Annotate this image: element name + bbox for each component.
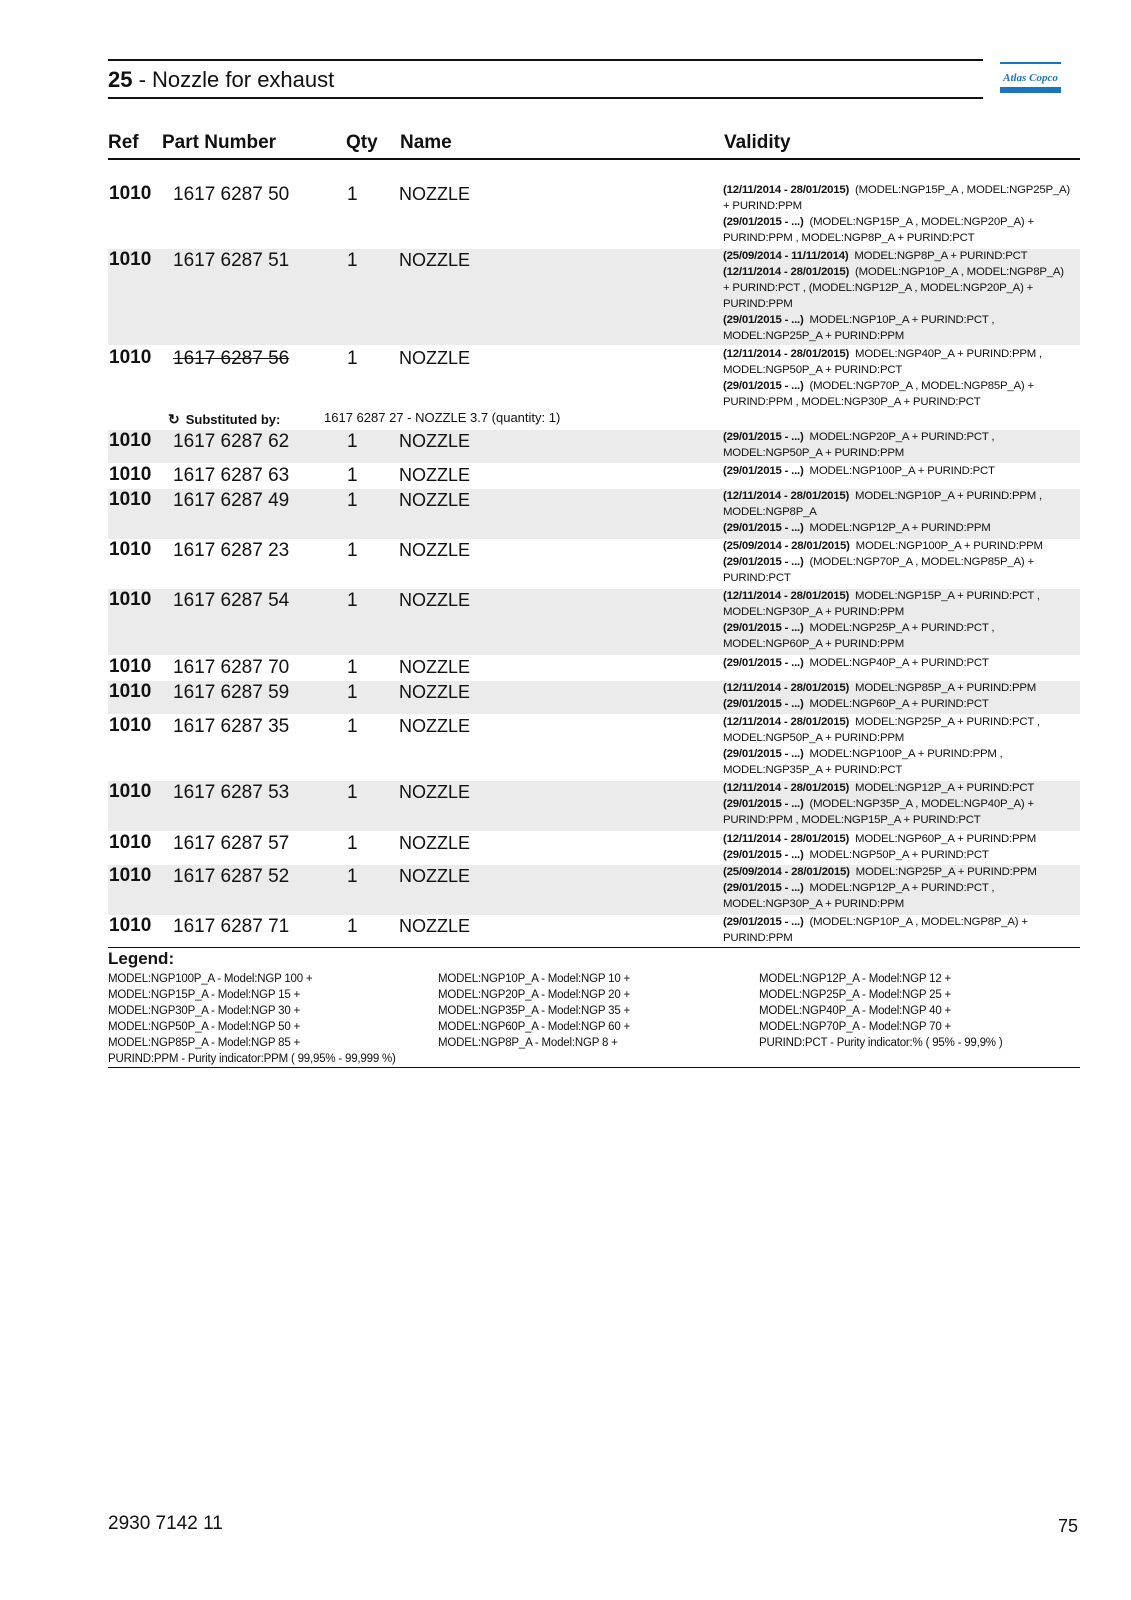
validity-date: (25/09/2014 - 28/01/2015) xyxy=(723,866,850,878)
validity-text: MODEL:NGP10P_A + PURIND:PCT , xyxy=(803,314,995,326)
validity-date: (29/01/2015 - ...) xyxy=(723,314,804,326)
validity-cell xyxy=(723,655,1080,671)
table-row xyxy=(108,589,1080,655)
validity-line xyxy=(723,264,1080,280)
legend-entry: MODEL:NGP50P_A - Model:NGP 50 + xyxy=(108,1021,301,1033)
validity-date: (29/01/2015 - ...) xyxy=(723,216,804,228)
validity-text: MODEL:NGP25P_A + PURIND:PPM xyxy=(723,330,905,342)
validity-cell xyxy=(723,831,1080,863)
legend-column-3 xyxy=(759,971,1002,1051)
validity-text: MODEL:NGP12P_A + PURIND:PCT , xyxy=(803,882,995,894)
validity-date: (12/11/2014 - 28/01/2015) xyxy=(723,490,850,502)
validity-text: MODEL:NGP60P_A + PURIND:PPM xyxy=(723,638,905,650)
qty-cell: 1 xyxy=(347,184,358,205)
validity-line xyxy=(723,248,1080,264)
ref-cell: 1010 xyxy=(109,183,152,204)
validity-date: (12/11/2014 - 28/01/2015) xyxy=(723,833,850,845)
validity-text: PURIND:PPM xyxy=(723,932,793,944)
validity-date: (12/11/2014 - 28/01/2015) xyxy=(723,716,850,728)
ref-cell: 1010 xyxy=(109,589,152,610)
qty-cell: 1 xyxy=(347,716,358,737)
legend-entry: MODEL:NGP8P_A - Model:NGP 8 + xyxy=(438,1037,618,1049)
validity-text: + PURIND:PCT , (MODEL:NGP12P_A , MODEL:NGP20P_A) + xyxy=(723,282,1034,294)
validity-cell xyxy=(723,588,1080,652)
validity-text: MODEL:NGP40P_A + PURIND:PCT xyxy=(803,657,989,669)
validity-text: MODEL:NGP15P_A + PURIND:PCT , xyxy=(849,590,1040,602)
validity-date: (29/01/2015 - ...) xyxy=(723,798,804,810)
substitution-text: 1617 6287 27 - NOZZLE 3.7 (quantity: 1) xyxy=(324,410,561,425)
ref-cell: 1010 xyxy=(109,464,152,485)
validity-line xyxy=(723,328,1080,344)
legend-entry: MODEL:NGP12P_A - Model:NGP 12 + xyxy=(759,973,952,985)
validity-text: (MODEL:NGP10P_A , MODEL:NGP8P_A) + xyxy=(803,916,1028,928)
validity-text: MODEL:NGP12P_A + PURIND:PPM xyxy=(803,522,991,534)
part-number-cell: 1617 6287 49 xyxy=(173,490,290,511)
qty-cell: 1 xyxy=(347,250,358,271)
validity-line xyxy=(723,570,1080,586)
validity-cell xyxy=(723,346,1080,410)
table-row xyxy=(108,430,1080,463)
table-row xyxy=(108,865,1080,915)
validity-line xyxy=(723,696,1080,712)
table-row xyxy=(108,715,1080,780)
validity-text: MODEL:NGP100P_A + PURIND:PPM xyxy=(849,540,1043,552)
qty-cell: 1 xyxy=(347,916,358,937)
validity-text: + PURIND:PPM xyxy=(723,200,802,212)
ref-cell: 1010 xyxy=(109,681,152,702)
ref-cell: 1010 xyxy=(109,832,152,853)
legend-entry: MODEL:NGP25P_A - Model:NGP 25 + xyxy=(759,989,952,1001)
validity-cell xyxy=(723,914,1080,946)
validity-line xyxy=(723,880,1080,896)
name-cell: NOZZLE xyxy=(399,348,471,368)
page-title xyxy=(108,67,334,93)
legend-entry: MODEL:NGP15P_A - Model:NGP 15 + xyxy=(108,989,301,1001)
legend-entry: MODEL:NGP30P_A - Model:NGP 30 + xyxy=(108,1005,301,1017)
table-row xyxy=(108,656,1080,680)
part-number-cell: 1617 6287 53 xyxy=(173,782,290,803)
page-number: 75 xyxy=(1058,1516,1079,1536)
validity-line xyxy=(723,780,1080,796)
validity-line xyxy=(723,504,1080,520)
legend-entry: MODEL:NGP60P_A - Model:NGP 60 + xyxy=(438,1021,631,1033)
column-header-qty: Qty xyxy=(346,132,378,153)
legend-entry: MODEL:NGP20P_A - Model:NGP 20 + xyxy=(438,989,631,1001)
title-separator: - xyxy=(132,67,153,92)
validity-line xyxy=(723,488,1080,504)
validity-date: (25/09/2014 - 11/11/2014) xyxy=(723,250,849,262)
ref-cell: 1010 xyxy=(109,347,152,368)
validity-line xyxy=(723,914,1080,930)
ref-cell: 1010 xyxy=(109,715,152,736)
validity-line xyxy=(723,378,1080,394)
validity-date: (29/01/2015 - ...) xyxy=(723,657,804,669)
validity-line xyxy=(723,588,1080,604)
legend-entry: PURIND:PCT - Purity indicator:% ( 95% - 99,9% ) xyxy=(759,1037,1003,1049)
qty-cell: 1 xyxy=(347,657,358,678)
legend-column-2 xyxy=(438,971,630,1051)
validity-cell xyxy=(723,714,1080,778)
document-number: 2930 7142 11 xyxy=(108,1513,223,1534)
validity-line xyxy=(723,620,1080,636)
validity-cell xyxy=(723,680,1080,712)
table-row xyxy=(108,681,1080,714)
name-cell: NOZZLE xyxy=(399,782,471,802)
qty-cell: 1 xyxy=(347,431,358,452)
logo-text: Atlas Copco xyxy=(1003,72,1058,84)
ref-cell: 1010 xyxy=(109,915,152,936)
legend-entry: MODEL:NGP100P_A - Model:NGP 100 + xyxy=(108,973,313,985)
validity-line xyxy=(723,230,1080,246)
ref-cell: 1010 xyxy=(109,865,152,886)
validity-line xyxy=(723,896,1080,912)
table-row xyxy=(108,489,1080,539)
validity-text: MODEL:NGP10P_A + PURIND:PPM , xyxy=(849,490,1042,502)
validity-line xyxy=(723,198,1080,214)
validity-date: (12/11/2014 - 28/01/2015) xyxy=(723,682,850,694)
validity-text: PURIND:PPM xyxy=(723,298,793,310)
name-cell: NOZZLE xyxy=(399,657,471,677)
name-cell: NOZZLE xyxy=(399,184,471,204)
validity-text: MODEL:NGP60P_A + PURIND:PCT xyxy=(803,698,989,710)
validity-line xyxy=(723,730,1080,746)
validity-text: MODEL:NGP50P_A + PURIND:PPM xyxy=(723,732,905,744)
name-cell: NOZZLE xyxy=(399,716,471,736)
validity-line xyxy=(723,796,1080,812)
validity-text: MODEL:NGP85P_A + PURIND:PPM xyxy=(849,682,1037,694)
page-title-bar xyxy=(108,59,983,99)
validity-text: MODEL:NGP50P_A + PURIND:PPM xyxy=(723,447,905,459)
validity-date: (12/11/2014 - 28/01/2015) xyxy=(723,184,850,196)
legend-divider-top xyxy=(108,947,1080,948)
validity-text: (MODEL:NGP15P_A , MODEL:NGP20P_A) + xyxy=(803,216,1034,228)
validity-line xyxy=(723,520,1080,536)
validity-line xyxy=(723,604,1080,620)
table-row xyxy=(108,539,1080,589)
validity-date: (29/01/2015 - ...) xyxy=(723,916,804,928)
ref-cell: 1010 xyxy=(109,249,152,270)
part-number-cell: 1617 6287 57 xyxy=(173,833,290,854)
name-cell: NOZZLE xyxy=(399,431,471,451)
name-cell: NOZZLE xyxy=(399,490,471,510)
qty-cell: 1 xyxy=(347,682,358,703)
validity-line xyxy=(723,362,1080,378)
part-number-cell: 1617 6287 54 xyxy=(173,590,290,611)
validity-text: MODEL:NGP100P_A + PURIND:PPM , xyxy=(803,748,1003,760)
validity-line xyxy=(723,445,1080,461)
legend-entry: MODEL:NGP85P_A - Model:NGP 85 + xyxy=(108,1037,301,1049)
validity-date: (29/01/2015 - ...) xyxy=(723,465,804,477)
validity-cell xyxy=(723,429,1080,461)
validity-cell xyxy=(723,182,1080,246)
table-row xyxy=(108,781,1080,831)
header-divider xyxy=(108,158,1080,160)
part-number-cell: 1617 6287 50 xyxy=(173,184,290,205)
table-row xyxy=(108,183,1080,244)
legend-column-1 xyxy=(108,971,396,1067)
validity-cell xyxy=(723,463,1080,479)
refresh-icon: ↻ xyxy=(168,411,180,427)
validity-text: (MODEL:NGP35P_A , MODEL:NGP40P_A) + xyxy=(803,798,1034,810)
validity-text: PURIND:PCT xyxy=(723,572,791,584)
name-cell: NOZZLE xyxy=(399,540,471,560)
section-title: Nozzle for exhaust xyxy=(152,67,335,92)
legend-entry: MODEL:NGP35P_A - Model:NGP 35 + xyxy=(438,1005,631,1017)
part-number-cell: 1617 6287 70 xyxy=(173,657,290,678)
part-number-cell: 1617 6287 51 xyxy=(173,250,290,271)
part-number-cell: 1617 6287 71 xyxy=(173,916,290,937)
legend-title: Legend: xyxy=(108,949,175,968)
validity-text: MODEL:NGP8P_A xyxy=(723,506,817,518)
table-row xyxy=(108,464,1080,488)
table-row xyxy=(108,832,1080,865)
validity-line xyxy=(723,864,1080,880)
name-cell: NOZZLE xyxy=(399,465,471,485)
validity-text: MODEL:NGP30P_A + PURIND:PPM xyxy=(723,898,905,910)
ref-cell: 1010 xyxy=(109,656,152,677)
table-row xyxy=(108,915,1080,947)
part-number-cell: 1617 6287 23 xyxy=(173,540,290,561)
validity-line xyxy=(723,429,1080,445)
validity-date: (29/01/2015 - ...) xyxy=(723,556,804,568)
validity-line xyxy=(723,346,1080,362)
validity-cell xyxy=(723,780,1080,828)
substitution-label-text: Substituted by: xyxy=(185,412,281,427)
validity-date: (25/09/2014 - 28/01/2015) xyxy=(723,540,850,552)
validity-line xyxy=(723,182,1080,198)
validity-date: (29/01/2015 - ...) xyxy=(723,849,804,861)
validity-date: (12/11/2014 - 28/01/2015) xyxy=(723,590,850,602)
part-number-cell: 1617 6287 59 xyxy=(173,682,290,703)
validity-line xyxy=(723,554,1080,570)
validity-date: (29/01/2015 - ...) xyxy=(723,748,804,760)
validity-line xyxy=(723,655,1080,671)
part-number-cell: 1617 6287 52 xyxy=(173,866,290,887)
validity-line xyxy=(723,680,1080,696)
ref-cell: 1010 xyxy=(109,539,152,560)
part-number-cell: 1617 6287 56 xyxy=(173,348,290,369)
validity-text: MODEL:NGP25P_A + PURIND:PCT , xyxy=(849,716,1040,728)
validity-line xyxy=(723,636,1080,652)
qty-cell: 1 xyxy=(347,540,358,561)
validity-line xyxy=(723,714,1080,730)
legend-entry: MODEL:NGP70P_A - Model:NGP 70 + xyxy=(759,1021,952,1033)
qty-cell: 1 xyxy=(347,866,358,887)
validity-cell xyxy=(723,538,1080,586)
table-row xyxy=(108,249,1080,345)
validity-line xyxy=(723,746,1080,762)
name-cell: NOZZLE xyxy=(399,866,471,886)
validity-text: MODEL:NGP50P_A + PURIND:PCT xyxy=(803,849,989,861)
ref-cell: 1010 xyxy=(109,430,152,451)
validity-text: MODEL:NGP30P_A + PURIND:PPM xyxy=(723,606,905,618)
validity-cell xyxy=(723,488,1080,536)
ref-cell: 1010 xyxy=(109,781,152,802)
part-number-cell: 1617 6287 62 xyxy=(173,431,290,452)
validity-line xyxy=(723,538,1080,554)
name-cell: NOZZLE xyxy=(399,590,471,610)
atlas-copco-logo xyxy=(1000,62,1061,93)
validity-line xyxy=(723,812,1080,828)
validity-line xyxy=(723,930,1080,946)
validity-cell xyxy=(723,248,1080,344)
validity-line xyxy=(723,847,1080,863)
validity-text: MODEL:NGP8P_A + PURIND:PCT xyxy=(848,250,1028,262)
validity-line xyxy=(723,296,1080,312)
validity-line xyxy=(723,463,1080,479)
ref-cell: 1010 xyxy=(109,489,152,510)
validity-line xyxy=(723,214,1080,230)
validity-text: PURIND:PPM , MODEL:NGP8P_A + PURIND:PCT xyxy=(723,232,975,244)
validity-date: (12/11/2014 - 28/01/2015) xyxy=(723,266,850,278)
validity-date: (29/01/2015 - ...) xyxy=(723,380,804,392)
column-header-ref: Ref xyxy=(108,132,139,153)
substitution-label xyxy=(168,411,280,428)
validity-text: MODEL:NGP25P_A + PURIND:PCT , xyxy=(803,622,995,634)
validity-cell xyxy=(723,864,1080,912)
validity-text: MODEL:NGP60P_A + PURIND:PPM xyxy=(849,833,1037,845)
legend-divider-bottom xyxy=(108,1067,1080,1068)
validity-date: (29/01/2015 - ...) xyxy=(723,522,804,534)
validity-text: (MODEL:NGP15P_A , MODEL:NGP25P_A) xyxy=(849,184,1070,196)
name-cell: NOZZLE xyxy=(399,833,471,853)
qty-cell: 1 xyxy=(347,465,358,486)
validity-line xyxy=(723,762,1080,778)
column-header-part-number: Part Number xyxy=(162,132,277,153)
validity-text: MODEL:NGP12P_A + PURIND:PCT xyxy=(849,782,1035,794)
validity-text: PURIND:PPM , MODEL:NGP15P_A + PURIND:PCT xyxy=(723,814,981,826)
validity-date: (29/01/2015 - ...) xyxy=(723,431,804,443)
validity-text: (MODEL:NGP70P_A , MODEL:NGP85P_A) + xyxy=(803,556,1034,568)
validity-text: MODEL:NGP35P_A + PURIND:PCT xyxy=(723,764,903,776)
validity-date: (29/01/2015 - ...) xyxy=(723,882,804,894)
validity-text: (MODEL:NGP70P_A , MODEL:NGP85P_A) + xyxy=(803,380,1034,392)
qty-cell: 1 xyxy=(347,590,358,611)
qty-cell: 1 xyxy=(347,348,358,369)
legend-entry: MODEL:NGP40P_A - Model:NGP 40 + xyxy=(759,1005,952,1017)
legend-entry: MODEL:NGP10P_A - Model:NGP 10 + xyxy=(438,973,631,985)
validity-date: (12/11/2014 - 28/01/2015) xyxy=(723,348,850,360)
validity-text: MODEL:NGP50P_A + PURIND:PCT xyxy=(723,364,903,376)
qty-cell: 1 xyxy=(347,833,358,854)
validity-line xyxy=(723,394,1080,410)
validity-date: (12/11/2014 - 28/01/2015) xyxy=(723,782,850,794)
qty-cell: 1 xyxy=(347,490,358,511)
validity-date: (29/01/2015 - ...) xyxy=(723,622,804,634)
validity-text: MODEL:NGP40P_A + PURIND:PPM , xyxy=(849,348,1042,360)
legend-entry: PURIND:PPM - Purity indicator:PPM ( 99,95% - 99,999 %) xyxy=(108,1053,396,1065)
part-number-cell: 1617 6287 35 xyxy=(173,716,290,737)
validity-date: (29/01/2015 - ...) xyxy=(723,698,804,710)
part-number-cell: 1617 6287 63 xyxy=(173,465,290,486)
validity-line xyxy=(723,312,1080,328)
validity-text: MODEL:NGP25P_A + PURIND:PPM xyxy=(849,866,1037,878)
validity-line xyxy=(723,831,1080,847)
section-number: 25 xyxy=(108,67,133,92)
column-header-validity: Validity xyxy=(724,132,791,153)
validity-text: MODEL:NGP20P_A + PURIND:PCT , xyxy=(803,431,995,443)
validity-text: (MODEL:NGP10P_A , MODEL:NGP8P_A) xyxy=(849,266,1064,278)
qty-cell: 1 xyxy=(347,782,358,803)
validity-line xyxy=(723,280,1080,296)
name-cell: NOZZLE xyxy=(399,682,471,702)
name-cell: NOZZLE xyxy=(399,250,471,270)
name-cell: NOZZLE xyxy=(399,916,471,936)
validity-text: PURIND:PPM , MODEL:NGP30P_A + PURIND:PCT xyxy=(723,396,981,408)
column-header-name: Name xyxy=(400,132,452,153)
validity-text: MODEL:NGP100P_A + PURIND:PCT xyxy=(803,465,995,477)
